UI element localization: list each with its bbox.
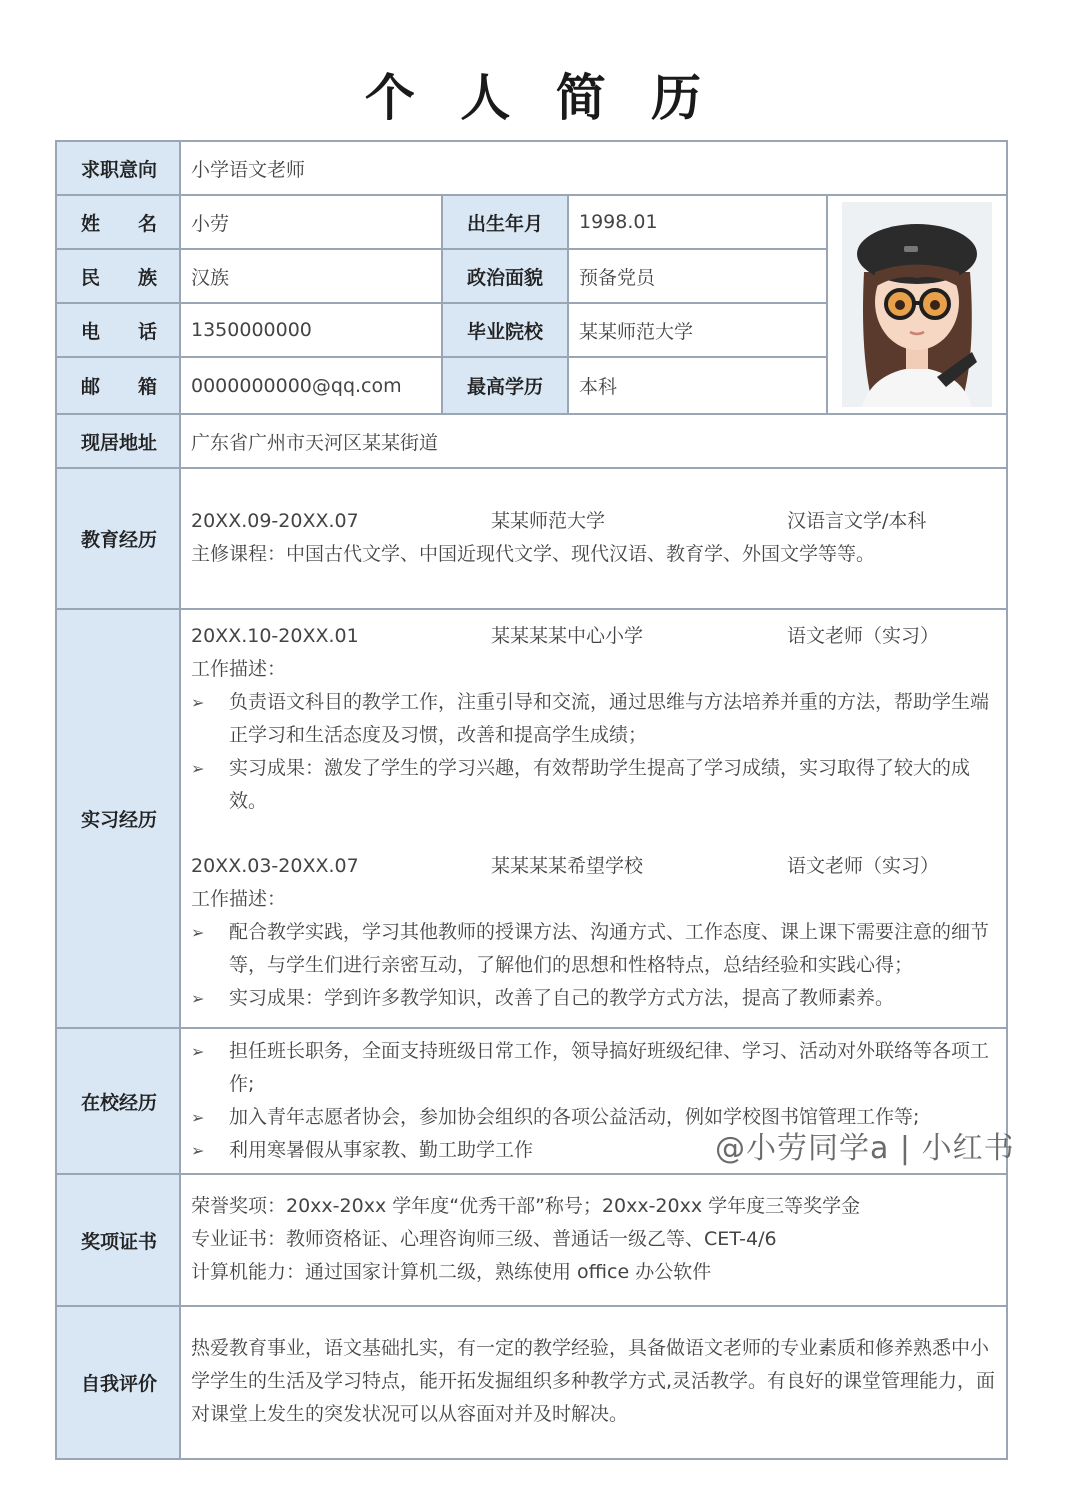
list-item: ➢ 实习成果：学到许多教学知识，改善了自己的教学方式方法，提高了教师素养。 (191, 982, 996, 1015)
address-value: 广东省广州市天河区某某街道 (180, 414, 1007, 468)
internship-role: 语文老师（实习） (787, 625, 940, 647)
list-item: ➢ 加入青年志愿者协会，参加协会组织的各项公益活动，例如学校图书馆管理工作等; (191, 1101, 996, 1134)
political-label: 政治面貌 (442, 249, 568, 303)
birth-label: 出生年月 (442, 195, 568, 249)
resume-table (55, 140, 1008, 1460)
arrow-bullet-icon: ➢ (191, 759, 205, 778)
list-item: ➢ 担任班长职务，全面支持班级日常工作，领导搞好班级纪律、学习、活动对外联络等各项工作; (191, 1035, 996, 1101)
phone-label: 电 话 (56, 303, 180, 357)
degree-value: 本科 (568, 357, 827, 414)
ethnic-label: 民 族 (56, 249, 180, 303)
awards-row (56, 1174, 1007, 1306)
job-label: 求职意向 (56, 141, 180, 195)
name-row (56, 195, 1007, 249)
awards-certificates: 专业证书：教师资格证、心理咨询师三级、普通话一级乙等、CET-4/6 (191, 1227, 777, 1250)
education-header (191, 505, 996, 538)
arrow-bullet-icon: ➢ (191, 923, 205, 942)
arrow-bullet-icon: ➢ (191, 989, 205, 1008)
education-label: 教育经历 (56, 468, 180, 609)
photo-cell (827, 195, 1007, 414)
email-value: 0000000000@qq.com (180, 357, 442, 414)
name-label: 姓 名 (56, 195, 180, 249)
awards-computer: 计算机能力：通过国家计算机二级，熟练使用 office 办公软件 (191, 1260, 712, 1283)
internship-content (180, 609, 1007, 1028)
name-value: 小劳 (180, 195, 442, 249)
education-courses: 主修课程：中国古代文学、中国近现代文学、现代汉语、教育学、外国文学等等。 (191, 542, 876, 565)
self-content (180, 1306, 1007, 1459)
education-period: 20XX.09-20XX.07 (191, 509, 359, 532)
education-major: 汉语言文学/本科 (787, 509, 927, 532)
internship-row (56, 609, 1007, 1028)
avatar (842, 202, 992, 407)
list-item: ➢ 实习成果：激发了学生的学习兴趣，有效帮助学生提高了学习成绩，实习取得了较大的成效。 (191, 752, 996, 818)
self-text: 热爱教育事业，语文基础扎实，有一定的教学经验，具备做语文老师的专业素质和修养熟悉中小学学生的生活及学习特点，能开拓发掘组织多种教学方式,灵活教学。有良好的课堂管理能力，面对课堂上发生的突发状况可以从容面对并及时解决。 (191, 1337, 996, 1425)
internship-role: 语文老师（实习） (787, 855, 940, 877)
internship-label: 实习经历 (56, 609, 180, 1028)
list-item: ➢ 负责语文科目的教学工作，注重引导和交流，通过思维与方法培养并重的方法，帮助学生端正学习和生活态度及习惯，改善和提高学生成绩； (191, 686, 996, 752)
internship-period: 20XX.03-20XX.07 (191, 855, 359, 877)
list-item: ➢ 配合教学实践，学习其他教师的授课方法、沟通方式、工作态度、课上课下需要注意的细节等，与学生们进行亲密互动，了解他们的思想和性格特点，总结经验和实践心得； (191, 916, 996, 982)
internship-org: 某某某某希望学校 (491, 855, 644, 877)
email-label: 邮 箱 (56, 357, 180, 414)
awards-label: 奖项证书 (56, 1174, 180, 1306)
internship-header (191, 620, 996, 653)
birth-value: 1998.01 (568, 195, 827, 249)
awards-content (180, 1174, 1007, 1306)
internship-header (191, 850, 996, 883)
job-row (56, 141, 1007, 195)
education-content (180, 468, 1007, 609)
arrow-bullet-icon: ➢ (191, 1108, 205, 1127)
education-row (56, 468, 1007, 609)
phone-value: 1350000000 (180, 303, 442, 357)
internship-desc-label: 工作描述： (191, 658, 287, 680)
list-item: ➢ 利用寒暑假从事家教、勤工助学工作 (191, 1134, 996, 1167)
internship-org: 某某某某中心小学 (491, 625, 644, 647)
internship-desc-label: 工作描述： (191, 888, 287, 910)
self-label: 自我评价 (56, 1306, 180, 1459)
education-school: 某某师范大学 (491, 509, 606, 532)
internship-period: 20XX.10-20XX.01 (191, 625, 359, 647)
ethnic-value: 汉族 (180, 249, 442, 303)
address-label: 现居地址 (56, 414, 180, 468)
school-label: 毕业院校 (442, 303, 568, 357)
campus-label: 在校经历 (56, 1028, 180, 1174)
self-row (56, 1306, 1007, 1459)
job-value: 小学语文老师 (180, 141, 1007, 195)
awards-honors: 荣誉奖项：20xx-20xx 学年度“优秀干部”称号；20xx-20xx 学年度三等奖学金 (191, 1194, 861, 1217)
political-value: 预备党员 (568, 249, 827, 303)
degree-label: 最高学历 (442, 357, 568, 414)
arrow-bullet-icon: ➢ (191, 1141, 205, 1160)
address-row (56, 414, 1007, 468)
page-title: 个 人 简 历 (364, 68, 716, 127)
arrow-bullet-icon: ➢ (191, 1042, 205, 1061)
arrow-bullet-icon: ➢ (191, 693, 205, 712)
school-value: 某某师范大学 (568, 303, 827, 357)
watermark: @小劳同学a | 小红书 (715, 1131, 1015, 1166)
